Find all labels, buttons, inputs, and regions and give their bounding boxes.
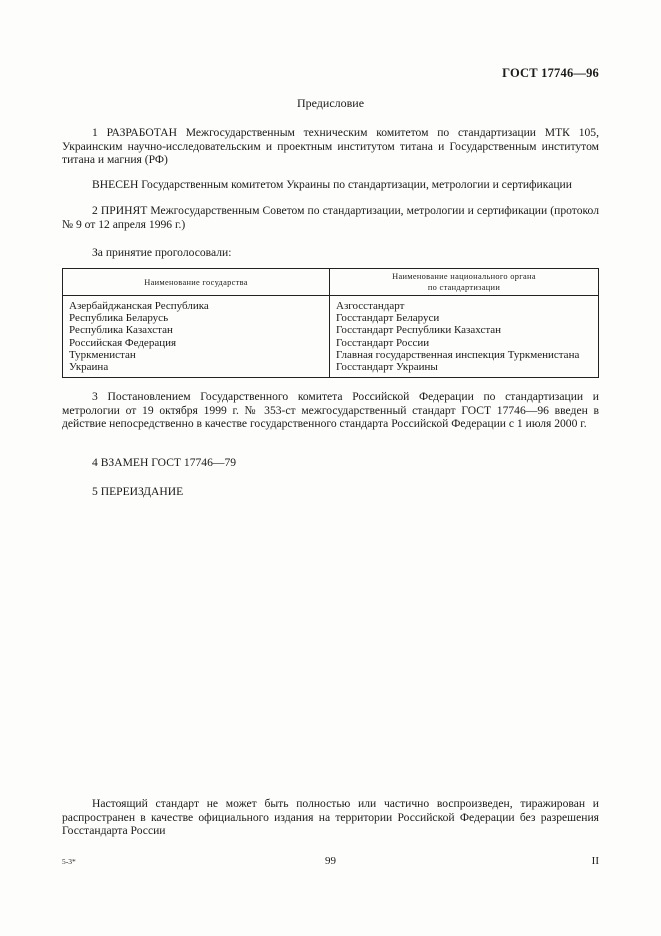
state-cell: Республика Беларусь [69, 312, 169, 325]
paragraph-copyright-notice: Настоящий стандарт не может быть полностью или частично воспроизведен, тиражирован и распространен в качестве официального издания на территории Российской Федерации без разрешения Госстандарта России [62, 797, 599, 838]
header-state-label: Наименование государства [144, 277, 248, 287]
header-body-label-line1: Наименование национального органа [392, 272, 536, 281]
body-cell: Главная государственная инспекция Туркменистана [336, 348, 580, 361]
paragraph-replaces: 4 ВЗАМЕН ГОСТ 17746—79 [92, 456, 237, 469]
section-heading: Предисловие [296, 96, 365, 110]
state-cell: Туркменистан [69, 348, 136, 361]
paragraph-adopted-by: 2 ПРИНЯТ Межгосударственным Советом по стандартизации, метрологии и сертификации (протокол № 9 от 12 апреля 1996 г.) [62, 204, 599, 231]
paragraph-reissue: 5 ПЕРЕИЗДАНИЕ [92, 485, 184, 498]
state-cell: Республика Казахстан [69, 324, 173, 337]
state-cell: Российская Федерация [69, 336, 177, 349]
table-header-row [63, 269, 599, 296]
state-cell: Украина [69, 361, 109, 374]
paragraph-resolution: 3 Постановлением Государственного комитета Российской Федерации по стандартизации и метрологии от 19 октября 1999 г. № 353-ст межгосударственный стандарт ГОСТ 17746—96 введен в действие непосредственно в качестве государственного стандарта Российской Федерации с 1 июля 2000 г. [62, 390, 599, 431]
voting-states-table [62, 268, 599, 378]
paragraph-introduced-by: ВНЕСЕН Государственным комитетом Украины по стандартизации, метрологии и сертификации [92, 178, 572, 191]
state-column [63, 296, 330, 378]
state-cell: Азербайджанская Республика [69, 300, 209, 312]
footer-roman-page: II [591, 855, 599, 867]
header-body-label-line2: по стандартизации [427, 283, 501, 292]
table-header-state [63, 269, 330, 296]
table-row [63, 296, 599, 378]
body-cell: Госстандарт России [336, 336, 430, 349]
body-cell: Госстандарт Республики Казахстан [336, 324, 502, 337]
paragraph-voted-for: За принятие проголосовали: [92, 246, 232, 259]
footer-page-number: 99 [325, 855, 336, 867]
table-header-body [330, 269, 599, 296]
body-cell: Госстандарт Украины [336, 361, 438, 374]
body-column [330, 296, 599, 378]
body-cell: Азгосстандарт [336, 300, 405, 312]
document-code: ГОСТ 17746—96 [502, 66, 599, 80]
footer-sheet-mark: 5-3* [62, 857, 76, 866]
paragraph-developed-by: 1 РАЗРАБОТАН Межгосударственным техническим комитетом по стандартизации МТК 105, Украинским научно-исследовательским и проектным институтом титана и Государственным институтом титана и магния (РФ) [62, 126, 599, 167]
body-cell: Госстандарт Беларуси [336, 312, 440, 325]
